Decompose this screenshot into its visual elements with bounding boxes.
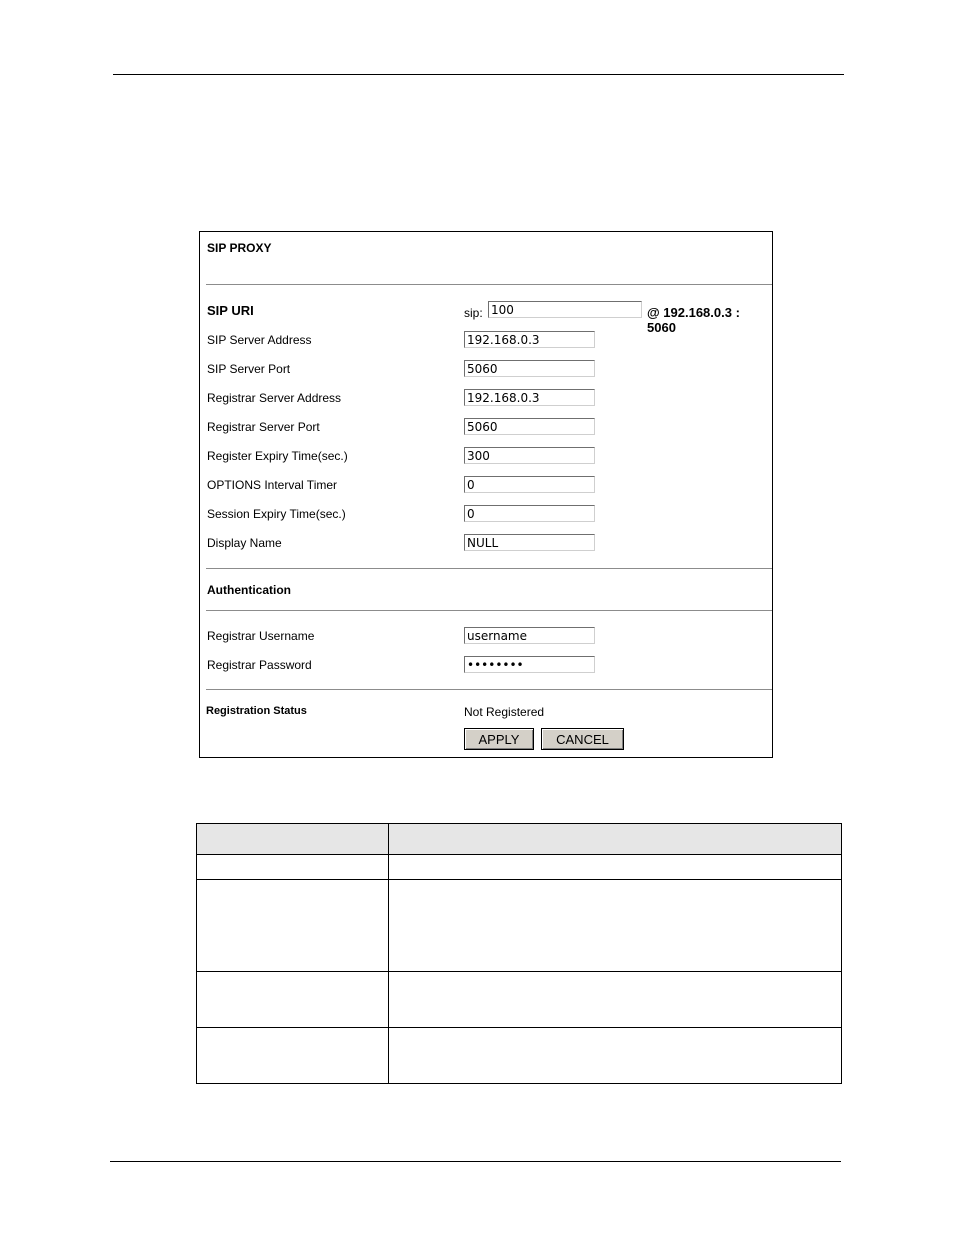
- session-expiry-time-input[interactable]: [464, 505, 595, 522]
- authentication-heading: Authentication: [207, 583, 291, 597]
- registrar-password-label: Registrar Password: [207, 658, 312, 672]
- table-row: [197, 1028, 842, 1084]
- table-cell: [389, 1028, 842, 1084]
- divider: [206, 568, 772, 569]
- cancel-button[interactable]: CANCEL: [541, 728, 624, 750]
- table-row: [197, 880, 842, 972]
- sip-uri-host-suffix: @ 192.168.0.3 : 5060: [647, 305, 740, 335]
- panel-title: SIP PROXY: [207, 241, 272, 255]
- table-row: [197, 972, 842, 1028]
- sip-server-address-label: SIP Server Address: [207, 333, 312, 347]
- display-name-input[interactable]: [464, 534, 595, 551]
- registrar-username-input[interactable]: [464, 627, 595, 644]
- registrar-password-input[interactable]: [464, 656, 595, 673]
- registrar-server-address-input[interactable]: [464, 389, 595, 406]
- registration-status-value: Not Registered: [464, 705, 545, 719]
- sip-uri-prefix: sip:: [464, 306, 483, 320]
- table-cell: [389, 855, 842, 880]
- options-interval-timer-label: OPTIONS Interval Timer: [207, 478, 338, 492]
- display-name-label: Display Name: [207, 536, 282, 550]
- table-cell: [197, 1028, 389, 1084]
- sip-uri-label: SIP URI: [207, 303, 254, 318]
- description-table: [196, 823, 842, 1084]
- header-rule: [113, 74, 844, 75]
- registrar-username-label: Registrar Username: [207, 629, 315, 643]
- divider: [206, 284, 772, 285]
- table-header-cell: [389, 824, 842, 855]
- registrar-server-port-input[interactable]: [464, 418, 595, 435]
- divider: [206, 689, 772, 690]
- table-cell: [197, 880, 389, 972]
- registration-status-label: Registration Status: [206, 705, 307, 717]
- footer-rule: [110, 1161, 841, 1162]
- sip-uri-input[interactable]: [488, 301, 642, 318]
- table-cell: [197, 972, 389, 1028]
- table-row: [197, 855, 842, 880]
- options-interval-timer-input[interactable]: [464, 476, 595, 493]
- session-expiry-time-label: Session Expiry Time(sec.): [207, 507, 346, 521]
- table-cell: [389, 880, 842, 972]
- register-expiry-time-input[interactable]: [464, 447, 595, 464]
- sip-server-port-input[interactable]: [464, 360, 595, 377]
- sip-proxy-panel: [199, 231, 773, 758]
- table-header-cell: [197, 824, 389, 855]
- sip-server-port-label: SIP Server Port: [207, 362, 291, 376]
- sip-server-address-input[interactable]: [464, 331, 595, 348]
- table-header-row: [197, 824, 842, 855]
- registrar-server-address-label: Registrar Server Address: [207, 391, 342, 405]
- register-expiry-time-label: Register Expiry Time(sec.): [207, 449, 348, 463]
- registrar-server-port-label: Registrar Server Port: [207, 420, 320, 434]
- table-cell: [197, 855, 389, 880]
- divider: [206, 610, 772, 611]
- apply-button[interactable]: APPLY: [464, 728, 534, 750]
- table-cell: [389, 972, 842, 1028]
